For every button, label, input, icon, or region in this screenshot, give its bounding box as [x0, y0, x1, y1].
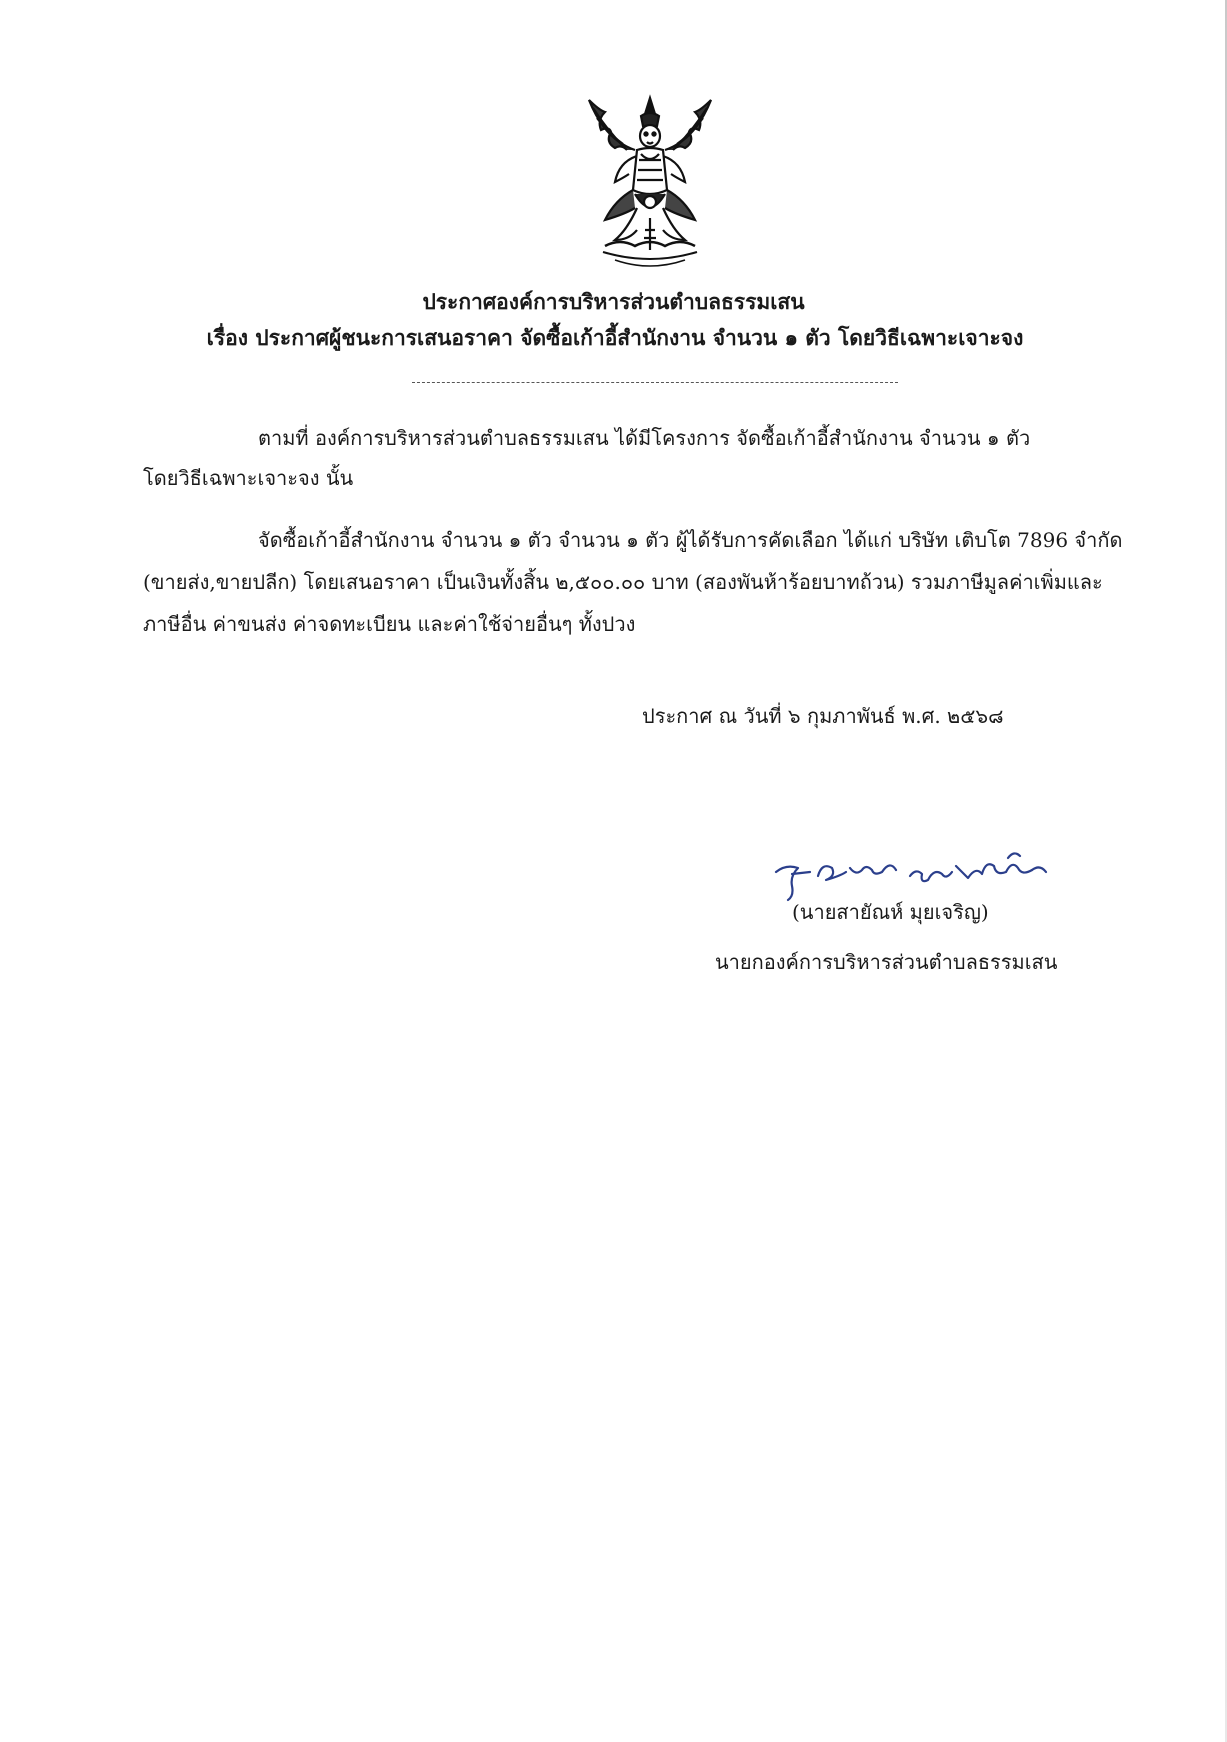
paragraph-2-line-1: จัดซื้อเก้าอี้สำนักงาน จำนวน ๑ ตัว จำนวน ๑ ตัว ผู้ได้รับการคัดเลือก ได้แก่ บริษัท เติบโต 7896 จำกัด: [258, 528, 1123, 552]
title-separator: [412, 382, 898, 383]
signatory-name: (นายสายัณห์ มุยเจริญ): [792, 900, 989, 924]
announcement-subject: เรื่อง ประกาศผู้ชนะการเสนอราคา จัดซื้อเก้าอี้สำนักงาน จำนวน ๑ ตัว โดยวิธีเฉพาะเจาะจง: [206, 325, 1024, 350]
paragraph-1-line-2: โดยวิธีเฉพาะเจาะจง นั้น: [143, 466, 354, 490]
announcement-date: ประกาศ ณ วันที่ ๖ กุมภาพันธ์ พ.ศ. ๒๕๖๘: [642, 704, 1004, 728]
signatory-position: นายกองค์การบริหารส่วนตำบลธรรมเสน: [715, 950, 1058, 974]
paragraph-2-line-2: (ขายส่ง,ขายปลีก) โดยเสนอราคา เป็นเงินทั้งสิ้น ๒,๕๐๐.๐๐ บาท (สองพันห้าร้อยบาทถ้วน) รวมภาษีมูลค่าเพิ่มและ: [143, 570, 1103, 594]
garuda-emblem-icon: [575, 90, 725, 280]
paragraph-2-line-3: ภาษีอื่น ค่าขนส่ง ค่าจดทะเบียน และค่าใช้จ่ายอื่นๆ ทั้งปวง: [143, 612, 636, 636]
announcement-title: ประกาศองค์การบริหารส่วนตำบลธรรมเสน: [422, 289, 805, 314]
paragraph-1-line-1: ตามที่ องค์การบริหารส่วนตำบลธรรมเสน ได้มีโครงการ จัดซื้อเก้าอี้สำนักงาน จำนวน ๑ ตัว: [258, 426, 1031, 450]
